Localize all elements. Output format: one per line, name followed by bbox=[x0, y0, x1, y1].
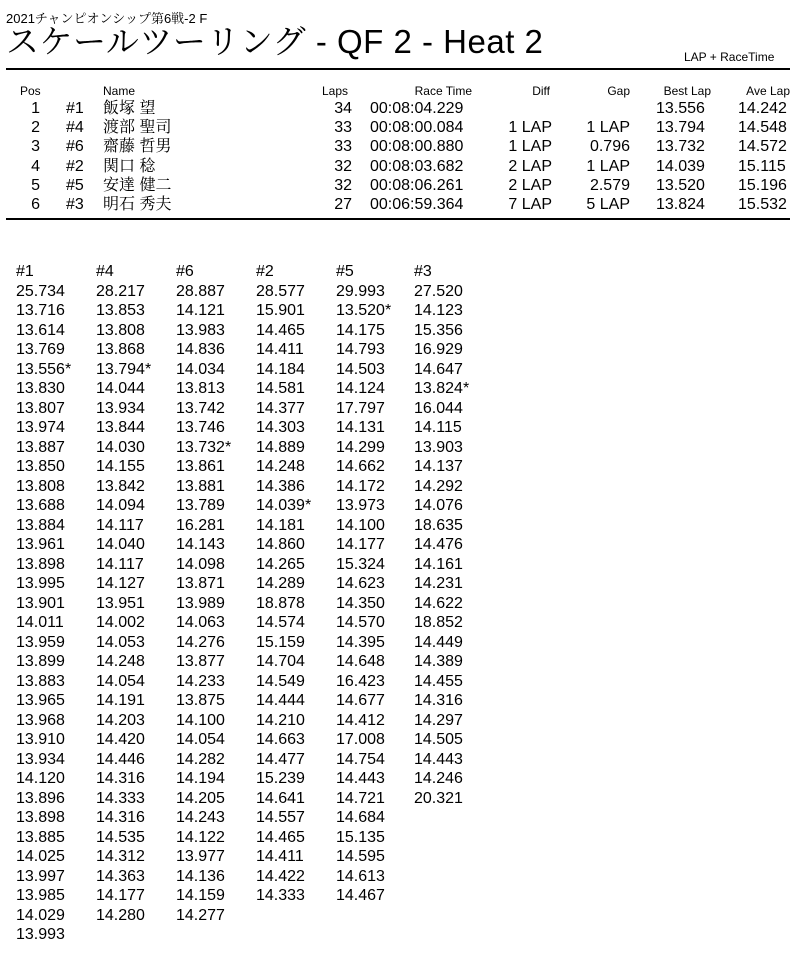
lap-time: 13.824* bbox=[414, 380, 470, 397]
cell-driver-name: 安達 健二 bbox=[103, 176, 172, 194]
cell-driver-name: 明石 秀夫 bbox=[103, 196, 172, 213]
lap-time: 13.901 bbox=[16, 594, 65, 612]
lap-time: 13.807 bbox=[16, 399, 65, 417]
lap-time: 13.983 bbox=[176, 321, 225, 339]
cell-car: #4 bbox=[66, 119, 84, 137]
col-header-pos: Pos bbox=[20, 84, 41, 98]
lap-time: 14.505 bbox=[414, 731, 463, 748]
lap-column-header: #6 bbox=[176, 263, 194, 280]
lap-time: 14.455 bbox=[414, 672, 463, 690]
lap-time: 14.040 bbox=[96, 536, 145, 553]
lap-time: 18.852 bbox=[414, 614, 463, 631]
lap-time: 13.997 bbox=[16, 867, 65, 885]
lap-time: 20.321 bbox=[414, 789, 463, 807]
lap-time: 14.647 bbox=[414, 360, 463, 378]
lap-time: 14.570 bbox=[336, 614, 385, 631]
lap-time: 13.732* bbox=[176, 438, 232, 456]
lap-time: 14.100 bbox=[176, 711, 225, 729]
lap-time: 13.769 bbox=[16, 341, 65, 358]
lap-time: 14.155 bbox=[96, 458, 145, 475]
lap-time: 13.959 bbox=[16, 633, 65, 651]
cell-laps: 32 bbox=[334, 176, 352, 194]
lap-time: 14.248 bbox=[256, 458, 305, 475]
lap-time: 13.688 bbox=[16, 497, 65, 514]
lap-time: 13.794* bbox=[96, 360, 152, 378]
lap-time: 14.477 bbox=[256, 750, 305, 768]
lap-time: 14.292 bbox=[414, 477, 463, 495]
lap-time: 16.423 bbox=[336, 672, 385, 690]
lap-time: 15.324 bbox=[336, 555, 385, 573]
lap-time: 14.277 bbox=[176, 906, 225, 924]
lap-time: 13.965 bbox=[16, 692, 65, 709]
lap-time: 14.411 bbox=[256, 341, 304, 358]
lap-time: 15.159 bbox=[256, 633, 305, 651]
cell-best-lap: 13.556 bbox=[656, 100, 705, 117]
col-header-name: Name bbox=[103, 84, 136, 98]
lap-time: 13.977 bbox=[176, 848, 225, 865]
col-header-laps: Laps bbox=[322, 84, 349, 98]
lap-column-header: #1 bbox=[16, 263, 34, 280]
col-header-best-lap: Best Lap bbox=[663, 84, 711, 98]
cell-car: #1 bbox=[66, 100, 84, 117]
lap-time: 18.635 bbox=[414, 516, 463, 534]
lap-time: 14.557 bbox=[256, 809, 305, 826]
lap-time: 14.836 bbox=[176, 341, 225, 358]
lap-time: 14.159 bbox=[176, 887, 225, 904]
lap-time: 13.995 bbox=[16, 575, 65, 592]
cell-ave-lap: 14.242 bbox=[738, 100, 787, 117]
cell-gap: 5 LAP bbox=[586, 196, 630, 213]
cell-best-lap: 13.824 bbox=[656, 196, 705, 213]
lap-time: 17.797 bbox=[336, 399, 385, 417]
lap-time: 13.861 bbox=[176, 458, 225, 475]
cell-best-lap: 13.732 bbox=[656, 138, 705, 156]
lap-time: 14.011 bbox=[16, 614, 64, 631]
lap-time: 14.117 bbox=[96, 555, 144, 573]
lap-time: 25.734 bbox=[16, 282, 65, 300]
cell-best-lap: 13.794 bbox=[656, 119, 705, 137]
cell-laps: 33 bbox=[334, 119, 352, 137]
lap-time: 14.098 bbox=[176, 555, 225, 573]
results-row bbox=[0, 195, 800, 214]
lap-time: 14.248 bbox=[96, 653, 145, 670]
results-row bbox=[0, 176, 800, 195]
lap-time: 14.860 bbox=[256, 536, 305, 553]
lap-time: 14.243 bbox=[176, 809, 225, 826]
lap-time: 14.123 bbox=[414, 302, 463, 319]
lap-time: 14.076 bbox=[414, 497, 463, 514]
cell-race-time: 00:08:00.084 bbox=[370, 119, 464, 137]
lap-time: 13.896 bbox=[16, 789, 65, 807]
cell-car: #6 bbox=[66, 138, 84, 156]
cell-gap: 1 LAP bbox=[586, 157, 630, 175]
lap-time: 13.961 bbox=[16, 536, 65, 553]
lap-time: 14.054 bbox=[176, 731, 225, 748]
lap-time: 14.420 bbox=[96, 731, 145, 748]
lap-time: 14.172 bbox=[336, 477, 385, 495]
lap-column-header: #2 bbox=[256, 263, 274, 280]
lap-time: 14.127 bbox=[96, 575, 145, 592]
lap-time: 14.280 bbox=[96, 906, 145, 924]
col-header-ave-lap: Ave Lap bbox=[746, 84, 790, 98]
lap-time: 13.883 bbox=[16, 672, 65, 690]
lap-time: 14.595 bbox=[336, 848, 385, 865]
lap-time: 14.316 bbox=[96, 809, 145, 826]
lap-time: 13.808 bbox=[16, 477, 65, 495]
lap-column bbox=[176, 262, 231, 925]
lap-time: 13.746 bbox=[176, 419, 225, 436]
lap-time: 16.044 bbox=[414, 399, 463, 417]
lap-time: 14.191 bbox=[96, 692, 145, 709]
results-divider bbox=[6, 218, 790, 220]
lap-time: 13.887 bbox=[16, 438, 65, 456]
lap-time: 14.289 bbox=[256, 575, 305, 592]
cell-pos: 2 bbox=[31, 119, 40, 137]
lap-time: 14.184 bbox=[256, 360, 305, 378]
lap-time: 14.467 bbox=[336, 887, 385, 904]
lap-time: 13.875 bbox=[176, 692, 225, 709]
lap-time: 13.968 bbox=[16, 711, 65, 729]
lap-time: 13.716 bbox=[16, 302, 65, 319]
lap-time: 14.648 bbox=[336, 653, 385, 670]
lap-time: 14.613 bbox=[336, 867, 385, 885]
col-header-diff: Diff bbox=[532, 84, 550, 98]
lap-time: 16.281 bbox=[176, 516, 225, 534]
col-header-race-time: Race Time bbox=[414, 84, 472, 98]
lap-time: 13.898 bbox=[16, 809, 65, 826]
lap-column-header: #3 bbox=[414, 263, 432, 280]
lap-time: 13.899 bbox=[16, 653, 65, 670]
lap-time: 14.177 bbox=[336, 536, 385, 553]
cell-diff: 1 LAP bbox=[508, 138, 552, 156]
lap-time: 13.842 bbox=[96, 477, 145, 495]
lap-time: 14.136 bbox=[176, 867, 225, 885]
lap-time: 14.120 bbox=[16, 770, 65, 787]
lap-time: 17.008 bbox=[336, 731, 385, 748]
lap-time: 14.205 bbox=[176, 789, 225, 807]
lap-time: 13.830 bbox=[16, 380, 65, 397]
lap-time: 14.029 bbox=[16, 906, 65, 924]
cell-car: #5 bbox=[66, 176, 84, 194]
lap-time: 14.053 bbox=[96, 633, 145, 651]
lap-time: 14.754 bbox=[336, 750, 385, 768]
lap-time: 14.503 bbox=[336, 360, 385, 378]
lap-time: 14.350 bbox=[336, 594, 385, 612]
lap-column-header: #4 bbox=[96, 263, 114, 280]
lap-time: 14.175 bbox=[336, 321, 385, 339]
lap-column bbox=[16, 262, 71, 945]
lap-time: 14.121 bbox=[176, 302, 225, 319]
cell-laps: 32 bbox=[334, 157, 352, 175]
lap-time: 14.297 bbox=[414, 711, 463, 729]
results-row bbox=[0, 118, 800, 137]
lap-time: 14.662 bbox=[336, 458, 385, 475]
lap-time: 14.574 bbox=[256, 614, 305, 631]
cell-pos: 3 bbox=[31, 138, 40, 156]
lap-time: 13.934 bbox=[96, 399, 145, 417]
lap-time: 14.312 bbox=[96, 848, 145, 865]
lap-time: 15.239 bbox=[256, 770, 305, 787]
cell-diff: 2 LAP bbox=[508, 176, 552, 194]
cell-driver-name: 飯塚 望 bbox=[103, 100, 156, 117]
lap-time: 13.742 bbox=[176, 399, 225, 417]
cell-driver-name: 渡部 聖司 bbox=[103, 119, 172, 137]
lap-time: 13.868 bbox=[96, 341, 145, 358]
lap-time: 14.641 bbox=[256, 789, 305, 807]
lap-time: 28.217 bbox=[96, 282, 145, 300]
lap-time: 14.094 bbox=[96, 497, 145, 514]
lap-time: 14.194 bbox=[176, 770, 225, 787]
cell-diff: 7 LAP bbox=[508, 196, 552, 213]
lap-time: 14.363 bbox=[96, 867, 145, 885]
lap-time: 14.333 bbox=[96, 789, 145, 807]
lap-column-header: #5 bbox=[336, 263, 354, 280]
lap-time: 14.210 bbox=[256, 711, 305, 729]
lap-time: 13.934 bbox=[16, 750, 65, 768]
lap-time: 14.063 bbox=[176, 614, 225, 631]
cell-driver-name: 齋藤 哲男 bbox=[103, 138, 172, 156]
lap-time: 14.276 bbox=[176, 633, 225, 651]
cell-diff: 1 LAP bbox=[508, 119, 552, 137]
cell-laps: 33 bbox=[334, 138, 352, 156]
cell-best-lap: 13.520 bbox=[656, 176, 705, 194]
lap-time: 13.520* bbox=[336, 302, 392, 319]
lap-time: 13.871 bbox=[176, 575, 225, 592]
lap-time: 13.885 bbox=[16, 828, 65, 846]
lap-time: 14.412 bbox=[336, 711, 385, 729]
cell-pos: 5 bbox=[31, 176, 40, 194]
lap-time: 14.124 bbox=[336, 380, 385, 397]
lap-time: 13.808 bbox=[96, 321, 145, 339]
lap-column bbox=[256, 262, 311, 906]
lap-time: 28.887 bbox=[176, 282, 225, 300]
lap-time: 13.985 bbox=[16, 887, 65, 904]
lap-time: 13.844 bbox=[96, 419, 145, 436]
cell-car: #3 bbox=[66, 196, 84, 213]
cell-race-time: 00:08:03.682 bbox=[370, 157, 464, 175]
report-mode-label: LAP + RaceTime bbox=[684, 50, 775, 64]
lap-time: 14.443 bbox=[414, 750, 463, 768]
lap-time: 13.993 bbox=[16, 926, 65, 943]
lap-time: 13.614 bbox=[16, 321, 65, 339]
lap-time: 14.623 bbox=[336, 575, 385, 592]
cell-car: #2 bbox=[66, 157, 84, 175]
lap-time: 14.793 bbox=[336, 341, 385, 358]
cell-race-time: 00:08:04.229 bbox=[370, 100, 464, 117]
cell-driver-name: 関口 稔 bbox=[103, 157, 156, 175]
lap-time: 14.444 bbox=[256, 692, 305, 709]
cell-ave-lap: 15.115 bbox=[738, 157, 786, 175]
lap-time: 16.929 bbox=[414, 341, 463, 358]
cell-laps: 27 bbox=[334, 196, 352, 213]
cell-pos: 4 bbox=[31, 157, 40, 175]
lap-time: 14.549 bbox=[256, 672, 305, 690]
lap-time: 14.002 bbox=[96, 614, 145, 631]
lap-time: 15.901 bbox=[256, 302, 305, 319]
lap-time: 14.265 bbox=[256, 555, 305, 573]
cell-gap: 0.796 bbox=[589, 138, 630, 156]
lap-column bbox=[414, 262, 469, 808]
lap-time: 13.877 bbox=[176, 653, 225, 670]
lap-time: 14.721 bbox=[336, 789, 385, 807]
lap-time: 28.577 bbox=[256, 282, 305, 300]
lap-time: 13.881 bbox=[176, 477, 225, 495]
lap-time: 15.135 bbox=[336, 828, 385, 846]
lap-time: 14.203 bbox=[96, 711, 145, 729]
lap-time: 13.973 bbox=[336, 497, 385, 514]
lap-time: 13.853 bbox=[96, 302, 145, 319]
lap-time: 13.910 bbox=[16, 731, 65, 748]
lap-time: 13.898 bbox=[16, 555, 65, 573]
lap-time: 14.115 bbox=[414, 419, 462, 436]
lap-column bbox=[96, 262, 151, 925]
cell-laps: 34 bbox=[334, 100, 352, 117]
lap-time: 14.303 bbox=[256, 419, 305, 436]
lap-time: 15.356 bbox=[414, 321, 463, 339]
header-divider bbox=[6, 68, 790, 70]
lap-time: 14.446 bbox=[96, 750, 145, 768]
lap-time: 14.122 bbox=[176, 828, 225, 846]
lap-time: 29.993 bbox=[336, 282, 385, 300]
cell-ave-lap: 15.196 bbox=[738, 176, 787, 194]
lap-time: 14.684 bbox=[336, 809, 385, 826]
results-row bbox=[0, 157, 800, 176]
lap-time: 14.389 bbox=[414, 653, 463, 670]
lap-time: 13.813 bbox=[176, 380, 225, 397]
lap-time: 13.884 bbox=[16, 516, 65, 534]
lap-time: 14.039* bbox=[256, 497, 312, 514]
lap-time: 14.181 bbox=[256, 516, 305, 534]
cell-ave-lap: 14.548 bbox=[738, 119, 787, 137]
lap-time: 14.535 bbox=[96, 828, 145, 846]
lap-time: 14.395 bbox=[336, 633, 385, 651]
lap-time: 14.422 bbox=[256, 867, 305, 885]
lap-time: 14.677 bbox=[336, 692, 385, 709]
lap-time: 14.030 bbox=[96, 438, 145, 456]
lap-time: 14.233 bbox=[176, 672, 225, 690]
lap-time: 13.556* bbox=[16, 360, 72, 378]
page-title: スケールツーリング - QF 2 - Heat 2 bbox=[6, 23, 544, 60]
lap-time: 14.449 bbox=[414, 633, 463, 651]
lap-time: 14.161 bbox=[414, 555, 463, 573]
cell-race-time: 00:06:59.364 bbox=[370, 196, 464, 213]
lap-time: 13.951 bbox=[96, 594, 145, 612]
lap-time: 14.025 bbox=[16, 848, 65, 865]
lap-time: 18.878 bbox=[256, 594, 305, 612]
cell-pos: 1 bbox=[31, 100, 40, 117]
lap-time: 14.034 bbox=[176, 360, 225, 378]
lap-time: 13.850 bbox=[16, 458, 65, 475]
lap-time: 13.989 bbox=[176, 594, 225, 612]
lap-time: 14.299 bbox=[336, 438, 385, 456]
results-row bbox=[0, 137, 800, 156]
cell-ave-lap: 15.532 bbox=[738, 196, 787, 213]
lap-time: 14.386 bbox=[256, 477, 305, 495]
cell-ave-lap: 14.572 bbox=[738, 138, 787, 156]
lap-time: 14.100 bbox=[336, 516, 385, 534]
cell-best-lap: 14.039 bbox=[656, 157, 705, 175]
cell-race-time: 00:08:06.261 bbox=[370, 176, 464, 194]
cell-gap: 1 LAP bbox=[586, 119, 630, 137]
lap-time: 14.137 bbox=[414, 458, 463, 475]
lap-time: 14.143 bbox=[176, 536, 225, 553]
lap-column bbox=[336, 262, 391, 906]
lap-time: 14.282 bbox=[176, 750, 225, 768]
lap-time: 14.054 bbox=[96, 672, 145, 690]
lap-time: 14.443 bbox=[336, 770, 385, 787]
lap-time: 14.246 bbox=[414, 770, 463, 787]
event-subtitle: 2021チャンピオンシップ第6戦-2 F bbox=[6, 11, 208, 26]
lap-time: 14.889 bbox=[256, 438, 305, 456]
lap-time: 14.377 bbox=[256, 399, 305, 417]
lap-time: 14.465 bbox=[256, 828, 305, 846]
lap-time: 14.581 bbox=[256, 380, 305, 397]
lap-time: 27.520 bbox=[414, 282, 463, 300]
lap-time: 14.231 bbox=[414, 575, 463, 592]
lap-time: 14.476 bbox=[414, 536, 463, 553]
lap-time: 14.044 bbox=[96, 380, 145, 397]
lap-time: 14.131 bbox=[336, 419, 385, 436]
col-header-gap: Gap bbox=[607, 84, 630, 98]
lap-time: 14.177 bbox=[96, 887, 145, 904]
lap-time: 14.663 bbox=[256, 731, 305, 748]
lap-time: 14.411 bbox=[256, 848, 304, 865]
lap-time: 14.333 bbox=[256, 887, 305, 904]
lap-time: 14.704 bbox=[256, 653, 305, 670]
cell-race-time: 00:08:00.880 bbox=[370, 138, 464, 156]
cell-diff: 2 LAP bbox=[508, 157, 552, 175]
lap-time: 14.316 bbox=[96, 770, 145, 787]
cell-gap: 2.579 bbox=[589, 176, 630, 194]
lap-time: 14.316 bbox=[414, 692, 463, 709]
lap-time: 13.789 bbox=[176, 497, 225, 514]
lap-time: 13.974 bbox=[16, 419, 65, 436]
lap-time: 14.465 bbox=[256, 321, 305, 339]
cell-pos: 6 bbox=[31, 196, 40, 213]
lap-time: 13.903 bbox=[414, 438, 463, 456]
results-row bbox=[0, 99, 800, 118]
lap-time: 14.622 bbox=[414, 594, 463, 612]
lap-time: 14.117 bbox=[96, 516, 144, 534]
